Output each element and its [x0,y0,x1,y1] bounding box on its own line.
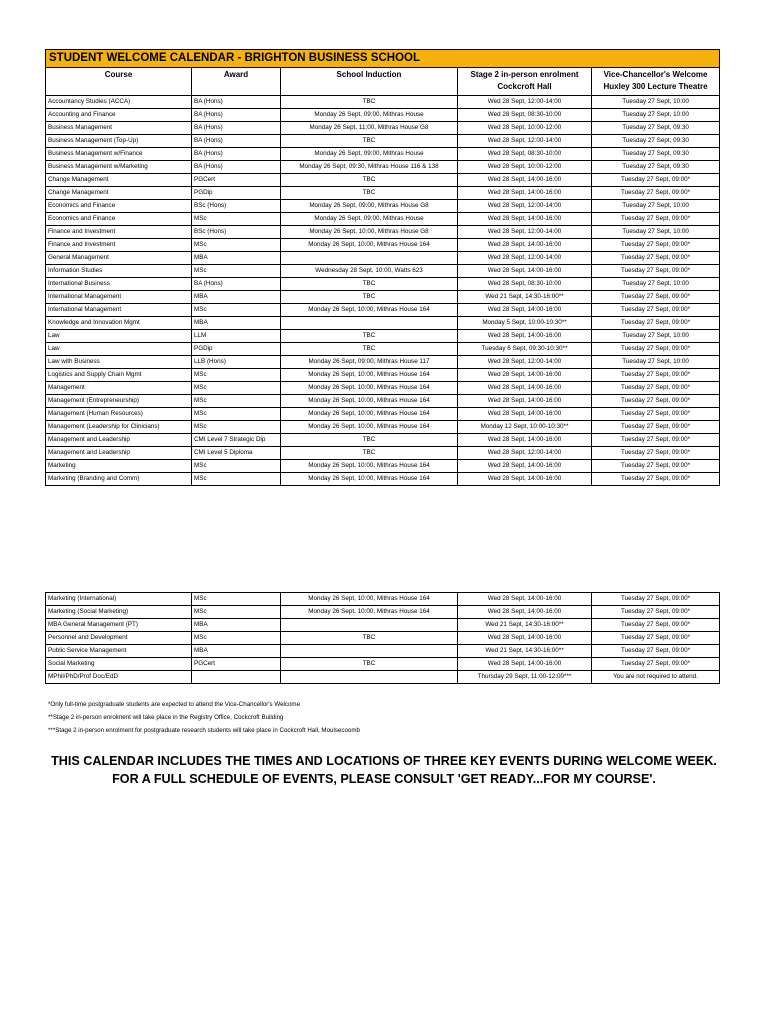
cell-course: Management [46,382,192,395]
footnote-2: **Stage 2 in-person enrolment will take place in the Registry Office, Cockcroft Building [48,714,284,721]
cell-award: MSc [192,265,281,278]
table-row [46,473,720,486]
cell-welcome: Tuesday 27 Sept, 09:00* [592,265,720,278]
header-welcome-line1: Vice-Chancellor's Welcome [603,70,708,79]
cell-award: MBA [192,291,281,304]
info-banner [0,752,768,788]
cell-welcome: Tuesday 27 Sept, 10:00 [592,226,720,239]
cell-course: Change Management [46,187,192,200]
cell-enrolment: Wed 28 Sept, 08:30-10:00 [458,148,592,161]
cell-enrolment: Wed 28 Sept, 14:00-16:00 [458,632,592,645]
cell-award: MBA [192,252,281,265]
cell-welcome: Tuesday 27 Sept, 10:00 [592,356,720,369]
table-row [46,408,720,421]
schedule-table [45,49,720,486]
cell-enrolment: Monday 12 Sept, 10:00-10:30** [458,421,592,434]
cell-course: Marketing [46,460,192,473]
cell-induction: Monday 26 Sept, 10:00, Mithras House 164 [281,473,458,486]
cell-induction: TBC [281,447,458,460]
cell-award: MSc [192,460,281,473]
page-title: STUDENT WELCOME CALENDAR - BRIGHTON BUSINESS SCHOOL [46,50,720,68]
cell-enrolment: Wed 28 Sept, 14:00-16:00 [458,408,592,421]
header-welcome-line2: Huxley 300 Lecture Theatre [603,82,708,91]
cell-course: Business Management [46,122,192,135]
cell-course: Business Management w/Finance [46,148,192,161]
cell-enrolment: Wed 28 Sept, 14:00-16:00 [458,473,592,486]
cell-enrolment: Wed 28 Sept, 14:00-16:00 [458,606,592,619]
cell-award: MSc [192,395,281,408]
cell-award: BSc (Hons) [192,200,281,213]
cell-induction: TBC [281,434,458,447]
table-row [46,265,720,278]
cell-enrolment: Wed 28 Sept, 14:00-16:00 [458,593,592,606]
cell-award: MBA [192,645,281,658]
cell-welcome: Tuesday 27 Sept, 09:00* [592,473,720,486]
cell-enrolment: Wed 28 Sept, 12:00-14:00 [458,356,592,369]
cell-course: Management (Leadership for Clinicians) [46,421,192,434]
cell-welcome: Tuesday 27 Sept, 10:00 [592,278,720,291]
cell-induction: Monday 26 Sept, 09:30, Mithras House 116 & 138 [281,161,458,174]
cell-award: PGCert [192,174,281,187]
cell-course: Change Management [46,174,192,187]
table-row [46,632,720,645]
cell-induction: TBC [281,343,458,356]
cell-welcome: Tuesday 27 Sept, 09:00* [592,447,720,460]
cell-welcome: Tuesday 27 Sept, 09:00* [592,645,720,658]
table-row [46,174,720,187]
cell-welcome: Tuesday 27 Sept, 09:00* [592,213,720,226]
cell-course: MPhil/PhD/Prof Doc/EdD [46,671,192,684]
table-row [46,252,720,265]
cell-induction: TBC [281,135,458,148]
cell-welcome: Tuesday 27 Sept, 10:00 [592,96,720,109]
cell-welcome: Tuesday 27 Sept, 09:00* [592,619,720,632]
cell-enrolment: Wed 28 Sept, 12:00-14:00 [458,96,592,109]
cell-welcome: You are not required to attend. [592,671,720,684]
table-row [46,593,720,606]
table-row [46,619,720,632]
table-row [46,658,720,671]
cell-welcome: Tuesday 27 Sept, 09:30 [592,161,720,174]
table-row [46,135,720,148]
header-enrolment-line1: Stage 2 in-person enrolment [470,70,579,79]
cell-course: Finance and Investment [46,239,192,252]
cell-welcome: Tuesday 27 Sept, 09:00* [592,434,720,447]
table-row [46,213,720,226]
cell-award: MSc [192,239,281,252]
cell-enrolment: Wed 21 Sept, 14:30-16:00** [458,619,592,632]
cell-induction [281,671,458,684]
cell-induction [281,645,458,658]
table-row [46,148,720,161]
table-row [46,291,720,304]
table-row [46,278,720,291]
cell-course: International Business [46,278,192,291]
table-row [46,161,720,174]
table-row [46,395,720,408]
cell-induction: Monday 26 Sept, 09:00, Mithras House [281,148,458,161]
banner-line-1: THIS CALENDAR INCLUDES THE TIMES AND LOCATIONS OF THREE KEY EVENTS DURING WELCOME WEEK. [51,754,717,768]
cell-welcome: Tuesday 27 Sept, 09:00* [592,317,720,330]
table-row [46,122,720,135]
cell-enrolment: Wed 28 Sept, 14:00-16:00 [458,265,592,278]
table-row [46,606,720,619]
cell-induction: Monday 26 Sept, 10:00, Mithras House 164 [281,304,458,317]
cell-enrolment: Wed 28 Sept, 14:00-16:00 [458,213,592,226]
table-row [46,200,720,213]
cell-course: Accountancy Studies (ACCA) [46,96,192,109]
cell-award: PGDip [192,187,281,200]
cell-award: BA (Hons) [192,135,281,148]
cell-course: Marketing (Branding and Comm) [46,473,192,486]
cell-welcome: Tuesday 27 Sept, 09:00* [592,421,720,434]
cell-induction: Monday 26 Sept, 09:00, Mithras House [281,109,458,122]
cell-award: MBA [192,619,281,632]
cell-induction [281,252,458,265]
cell-induction [281,619,458,632]
cell-award: BA (Hons) [192,122,281,135]
table-row [46,460,720,473]
cell-induction: Monday 26 Sept, 10:00, Mithras House 164 [281,239,458,252]
cell-award: BA (Hons) [192,96,281,109]
cell-enrolment: Wed 28 Sept, 14:00-16:00 [458,239,592,252]
cell-course: Management and Leadership [46,434,192,447]
cell-award: BA (Hons) [192,148,281,161]
cell-award: MSc [192,632,281,645]
cell-enrolment: Wed 28 Sept, 14:00-16:00 [458,434,592,447]
table-row [46,421,720,434]
cell-course: Management (Human Resources) [46,408,192,421]
cell-induction: TBC [281,96,458,109]
cell-enrolment: Wed 28 Sept, 14:00-16:00 [458,460,592,473]
cell-induction: Monday 26 Sept, 10:00, Mithras House 164 [281,421,458,434]
header-enrolment [458,68,592,96]
cell-welcome: Tuesday 27 Sept, 09:00* [592,395,720,408]
cell-induction: Monday 26 Sept, 09:00, Mithras House G8 [281,200,458,213]
cell-award: MSc [192,408,281,421]
cell-award [192,671,281,684]
table-body-top [46,96,720,486]
cell-welcome: Tuesday 27 Sept, 10:00 [592,330,720,343]
cell-welcome: Tuesday 27 Sept, 09:00* [592,593,720,606]
cell-award: MSc [192,213,281,226]
cell-welcome: Tuesday 27 Sept, 09:00* [592,304,720,317]
cell-welcome: Tuesday 27 Sept, 09:00* [592,408,720,421]
header-welcome [592,68,720,96]
cell-induction: TBC [281,174,458,187]
cell-enrolment: Wed 28 Sept, 10:00-12:00 [458,161,592,174]
cell-course: Law [46,330,192,343]
cell-award: MSc [192,593,281,606]
table-row [46,226,720,239]
table-row [46,109,720,122]
table-row [46,671,720,684]
cell-course: Public Service Management [46,645,192,658]
cell-induction: Monday 26 Sept, 10:00, Mithras House 164 [281,382,458,395]
cell-enrolment: Wed 28 Sept, 14:00-16:00 [458,658,592,671]
cell-award: MSc [192,421,281,434]
cell-induction: Monday 26 Sept, 11:00, Mithras House G8 [281,122,458,135]
cell-induction: TBC [281,278,458,291]
schedule-table-continued [45,592,720,684]
cell-award: BA (Hons) [192,109,281,122]
cell-course: Business Management (Top-Up) [46,135,192,148]
banner-line-2: FOR A FULL SCHEDULE OF EVENTS, PLEASE CONSULT 'GET READY...FOR MY COURSE'. [112,772,656,786]
cell-induction: Monday 26 Sept, 10:00, Mithras House 164 [281,395,458,408]
cell-course: Finance and Investment [46,226,192,239]
cell-course: Marketing (Social Marketing) [46,606,192,619]
cell-welcome: Tuesday 27 Sept, 09:00* [592,187,720,200]
table-row [46,317,720,330]
cell-award: CMI Level 7 Strategic Dip [192,434,281,447]
cell-award: PGCert [192,658,281,671]
cell-induction: TBC [281,187,458,200]
cell-award: MBA [192,317,281,330]
cell-award: LLB (Hons) [192,356,281,369]
table-row [46,96,720,109]
table-row [46,645,720,658]
cell-welcome: Tuesday 27 Sept, 10:00 [592,109,720,122]
cell-enrolment: Wed 21 Sept, 14:30-16:00** [458,645,592,658]
cell-award: PGDip [192,343,281,356]
cell-welcome: Tuesday 27 Sept, 09:00* [592,382,720,395]
table-row [46,434,720,447]
cell-course: Accounting and Finance [46,109,192,122]
cell-welcome: Tuesday 27 Sept, 09:00* [592,460,720,473]
cell-induction: Monday 26 Sept, 10:00, Mithras House 164 [281,460,458,473]
cell-course: Business Management w/Marketing [46,161,192,174]
cell-course: Information Studies [46,265,192,278]
cell-induction: TBC [281,330,458,343]
cell-induction: TBC [281,632,458,645]
cell-welcome: Tuesday 27 Sept, 09:00* [592,369,720,382]
cell-welcome: Tuesday 27 Sept, 09:30 [592,148,720,161]
cell-welcome: Tuesday 27 Sept, 09:00* [592,343,720,356]
cell-course: Knowledge and Innovation Mgmt [46,317,192,330]
cell-enrolment: Wed 21 Sept, 14:30-16:00** [458,291,592,304]
cell-welcome: Tuesday 27 Sept, 09:00* [592,606,720,619]
cell-welcome: Tuesday 27 Sept, 09:00* [592,658,720,671]
cell-enrolment: Wed 28 Sept, 08:30-10:00 [458,109,592,122]
table-row [46,382,720,395]
cell-welcome: Tuesday 27 Sept, 09:00* [592,291,720,304]
cell-welcome: Tuesday 27 Sept, 09:00* [592,632,720,645]
cell-enrolment: Wed 28 Sept, 14:00-16:00 [458,304,592,317]
cell-welcome: Tuesday 27 Sept, 09:30 [592,135,720,148]
cell-welcome: Tuesday 27 Sept, 09:00* [592,252,720,265]
cell-welcome: Tuesday 27 Sept, 09:00* [592,174,720,187]
cell-induction: Monday 26 Sept, 09:00, Mithras House 117 [281,356,458,369]
table-row [46,187,720,200]
cell-course: Logistics and Supply Chain Mgmt [46,369,192,382]
header-enrolment-line2: Cockcroft Hall [497,82,552,91]
cell-induction: Monday 26 Sept, 10:00, Mithras House 164 [281,369,458,382]
cell-induction: Wednesday 28 Sept, 10:00, Watts 623 [281,265,458,278]
cell-award: BSc (Hons) [192,226,281,239]
cell-enrolment: Wed 28 Sept, 14:00-16:00 [458,174,592,187]
cell-course: General Management [46,252,192,265]
cell-course: Economics and Finance [46,200,192,213]
cell-award: BA (Hons) [192,161,281,174]
cell-enrolment: Wed 28 Sept, 14:00-16:00 [458,369,592,382]
footnotes [48,698,360,737]
footnote-1: *Only full-time postgraduate students are expected to attend the Vice-Chancellor's Welcome [48,701,301,708]
header-award: Award [192,68,281,96]
cell-induction [281,317,458,330]
cell-enrolment: Wed 28 Sept, 08:30-10:00 [458,278,592,291]
cell-induction: Monday 26 Sept, 10:00, Mithras House 164 [281,408,458,421]
cell-course: Personnel and Development [46,632,192,645]
cell-award: MSc [192,473,281,486]
cell-course: Economics and Finance [46,213,192,226]
cell-enrolment: Wed 28 Sept, 14:00-16:00 [458,330,592,343]
cell-award: CMI Level 5 Diploma [192,447,281,460]
cell-course: International Management [46,291,192,304]
table-row [46,356,720,369]
cell-welcome: Tuesday 27 Sept, 10:00 [592,200,720,213]
cell-award: MSc [192,382,281,395]
cell-enrolment: Wed 28 Sept, 10:00-12:00 [458,122,592,135]
cell-enrolment: Wed 28 Sept, 14:00-16:00 [458,382,592,395]
cell-award: LLM [192,330,281,343]
cell-welcome: Tuesday 27 Sept, 09:00* [592,239,720,252]
cell-enrolment: Wed 28 Sept, 12:00-14:00 [458,252,592,265]
cell-enrolment: Monday 5 Sept, 10:00-10:30** [458,317,592,330]
calendar-table-bottom [45,592,719,684]
table-row [46,447,720,460]
table-row [46,239,720,252]
footnote-3: ***Stage 2 in-person enrolment for postgraduate research students will take place in Cockcroft Hall, Moulsecoomb [48,727,360,734]
table-row [46,330,720,343]
cell-enrolment: Wed 28 Sept, 14:00-16:00 [458,395,592,408]
header-course: Course [46,68,192,96]
cell-course: Social Marketing [46,658,192,671]
cell-enrolment: Tuesday 6 Sept, 09:30-10:30** [458,343,592,356]
header-induction: School Induction [281,68,458,96]
cell-induction: Monday 26 Sept, 10:00, Mithras House 164 [281,606,458,619]
cell-welcome: Tuesday 27 Sept, 09:30 [592,122,720,135]
cell-award: BA (Hons) [192,278,281,291]
cell-enrolment: Wed 28 Sept, 12:00-14:00 [458,200,592,213]
table-row [46,343,720,356]
table-row [46,304,720,317]
cell-enrolment: Wed 28 Sept, 12:00-14:00 [458,447,592,460]
cell-course: Marketing (International) [46,593,192,606]
cell-induction: Monday 26 Sept, 10:00, Mithras House 164 [281,593,458,606]
cell-course: International Management [46,304,192,317]
cell-course: Management and Leadership [46,447,192,460]
cell-induction: TBC [281,291,458,304]
table-row [46,369,720,382]
cell-enrolment: Thursday 29 Sept, 11:00-12:00*** [458,671,592,684]
cell-award: MSc [192,304,281,317]
cell-enrolment: Wed 28 Sept, 14:00-16:00 [458,187,592,200]
cell-course: MBA General Management (PT) [46,619,192,632]
cell-award: MSc [192,606,281,619]
cell-enrolment: Wed 28 Sept, 12:00-14:00 [458,226,592,239]
cell-induction: Monday 26 Sept, 09:00, Mithras House [281,213,458,226]
calendar-table-top [45,49,719,486]
cell-course: Law with Business [46,356,192,369]
cell-enrolment: Wed 28 Sept, 12:00-14:00 [458,135,592,148]
cell-induction: TBC [281,658,458,671]
cell-award: MSc [192,369,281,382]
cell-induction: Monday 26 Sept, 10:00, Mithras House G8 [281,226,458,239]
cell-course: Law [46,343,192,356]
table-body-bottom [46,593,720,684]
cell-course: Management (Entrepreneurship) [46,395,192,408]
